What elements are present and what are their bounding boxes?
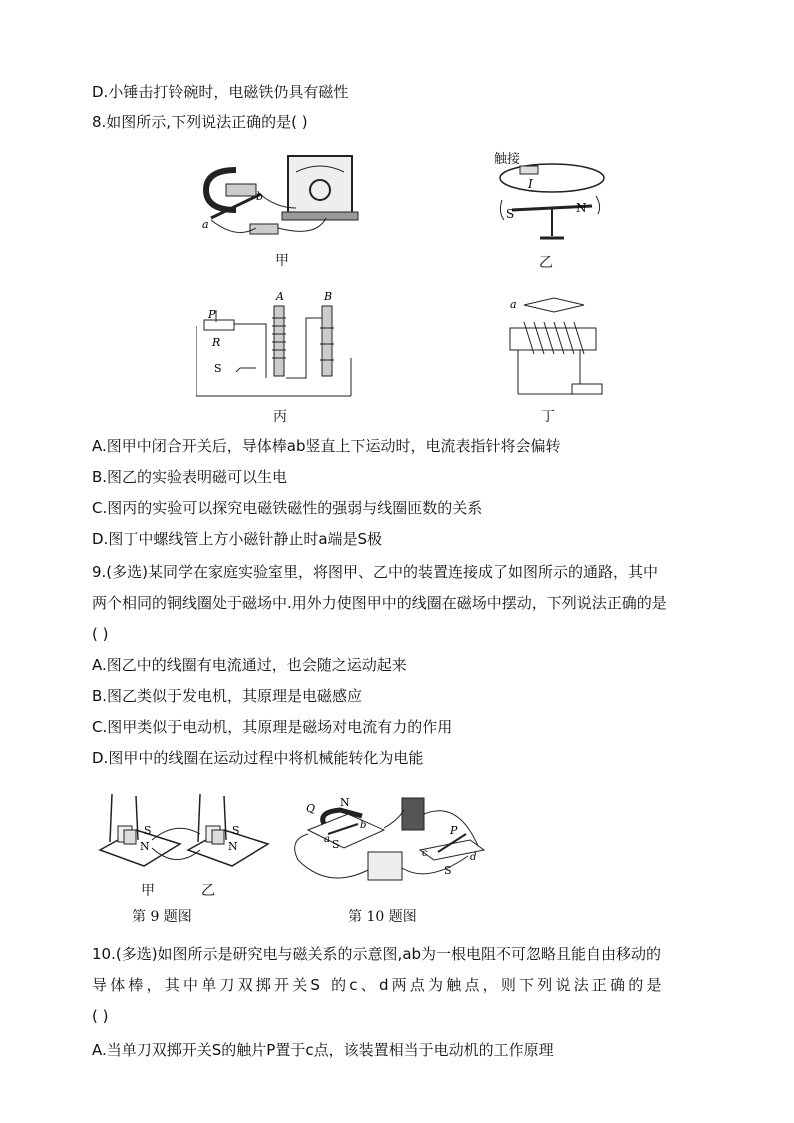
svg-text:N: N <box>140 840 150 853</box>
figure-ding <box>502 296 612 401</box>
svg-text:N: N <box>576 201 587 215</box>
figure-q9-caption: 第 9 题图 <box>132 909 192 925</box>
q9-stem-line1: 9.(多选)某同学在家庭实验室里，将图甲、乙中的装置连接成了如图所示的通路，其中 <box>92 563 659 581</box>
figure-bing <box>196 288 356 403</box>
svg-text:N: N <box>340 796 350 809</box>
svg-text:a: a <box>510 298 517 311</box>
figure-jia <box>196 148 366 248</box>
figure-yi-touch-label: 触接 <box>494 152 521 167</box>
q9-option-c: C.图甲类似于电动机，其原理是磁场对电流有力的作用 <box>92 718 453 736</box>
figure-yi-label: 乙 <box>539 255 553 271</box>
svg-text:N: N <box>228 840 238 853</box>
svg-text:b: b <box>256 190 264 203</box>
figure-q9-yi-label: 乙 <box>201 883 215 899</box>
q10-answer-blank: ( ) <box>92 1007 109 1025</box>
figure-q10 <box>288 790 488 895</box>
q9-option-b: B.图乙类似于发电机，其原理是电磁感应 <box>92 687 363 705</box>
svg-text:S: S <box>444 864 452 877</box>
q9-answer-blank: ( ) <box>92 625 109 643</box>
q10-stem-line1: 10.(多选)如图所示是研究电与磁关系的示意图,ab为一根电阻不可忽略且能自由移动的 <box>92 945 662 963</box>
svg-text:A: A <box>276 290 284 303</box>
figure-q10-caption: 第 10 题图 <box>348 909 417 925</box>
option-d-prev: D.小锤击打铃碗时，电磁铁仍具有磁性 <box>92 83 349 101</box>
svg-text:B: B <box>324 290 333 303</box>
svg-text:S: S <box>214 362 222 375</box>
q8-option-c: C.图丙的实验可以探究电磁铁磁性的强弱与线圈匝数的关系 <box>92 499 483 517</box>
svg-text:b: b <box>360 820 367 831</box>
svg-text:Q: Q <box>306 802 316 815</box>
svg-text:P: P <box>208 308 216 321</box>
svg-text:S: S <box>332 838 340 851</box>
figure-q9-jia-label: 甲 <box>141 883 155 899</box>
q9-stem-line2: 两个相同的铜线圈处于磁场中.用外力使图甲中的线圈在磁场中摆动，下列说法正确的是 <box>92 594 667 612</box>
svg-text:S: S <box>144 824 152 837</box>
q8-option-d: D.图丁中螺线管上方小磁针静止时a端是S极 <box>92 530 383 548</box>
question-8-stem: 8.如图所示,下列说法正确的是( ) <box>92 113 308 131</box>
q9-option-d: D.图甲中的线圈在运动过程中将机械能转化为电能 <box>92 749 424 767</box>
figure-bing-label: 丙 <box>273 409 287 425</box>
svg-text:a: a <box>202 218 209 231</box>
q9-option-a: A.图乙中的线圈有电流通过，也会随之运动起来 <box>92 656 407 674</box>
figure-jia-label: 甲 <box>275 253 289 269</box>
svg-text:a: a <box>324 834 330 845</box>
svg-text:S: S <box>506 207 515 221</box>
svg-text:I: I <box>528 177 533 191</box>
q8-option-b: B.图乙的实验表明磁可以生电 <box>92 468 288 486</box>
svg-text:R: R <box>212 336 221 349</box>
figure-ding-label: 丁 <box>541 409 555 425</box>
svg-text:c: c <box>422 848 428 859</box>
q10-stem-line2: 导体棒，其中单刀双掷开关S 的c、d两点为触点，则下列说法正确的是 <box>92 976 665 994</box>
q8-option-a: A.图甲中闭合开关后，导体棒ab竖直上下运动时，电流表指针将会偏转 <box>92 437 561 455</box>
svg-text:P: P <box>450 824 458 837</box>
q10-option-a: A.当单刀双掷开关S的触片P置于c点，该装置相当于电动机的工作原理 <box>92 1041 554 1059</box>
figure-q9 <box>96 790 276 890</box>
svg-text:d: d <box>470 852 477 863</box>
svg-text:S: S <box>232 824 240 837</box>
